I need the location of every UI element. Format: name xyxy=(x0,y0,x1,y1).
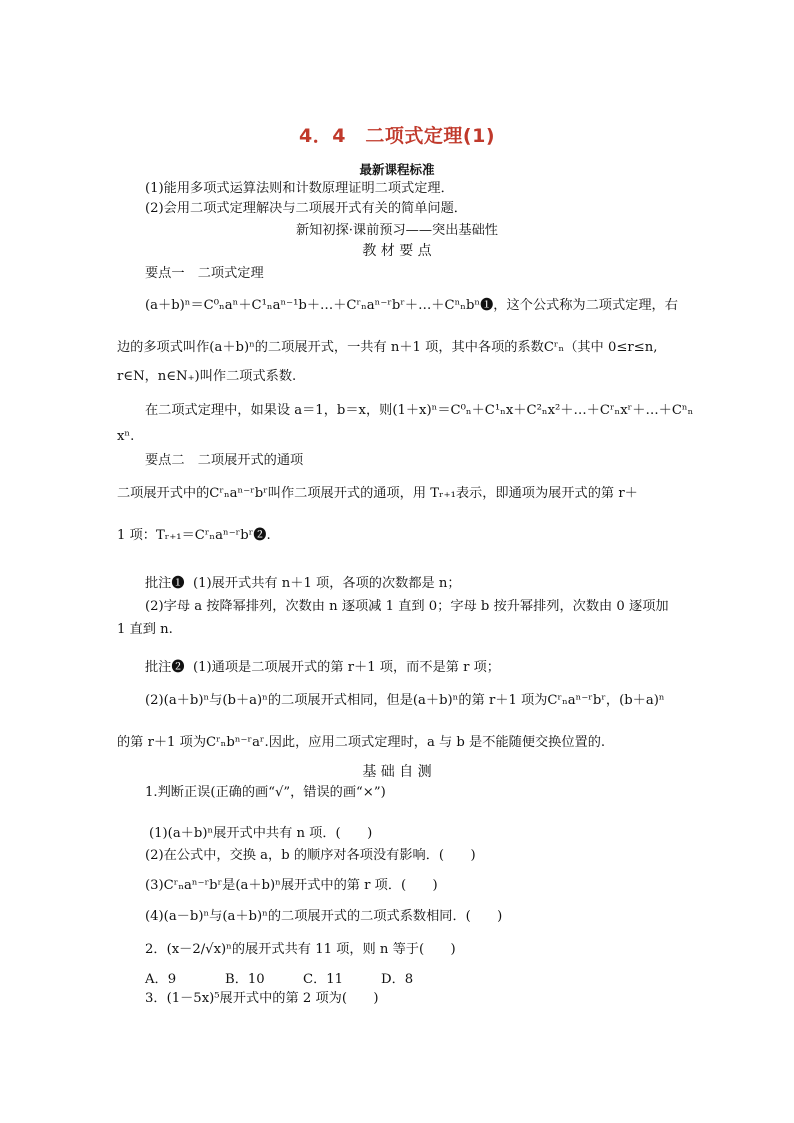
section-banner: 新知初探·课前预习——突出基础性 xyxy=(295,223,498,238)
page-title: 4．4 二项式定理(1) xyxy=(298,125,496,147)
note1-line1 xyxy=(145,575,461,593)
question-1-1: (1)(a＋b)ⁿ展开式中共有 n 项．( ) xyxy=(149,826,373,841)
point1-line3: r∈N，n∈N₊)叫作二项式系数. xyxy=(117,369,297,384)
point2-line2: 1 项：Tᵣ₊₁＝Cʳₙaⁿ⁻ʳbʳ❷. xyxy=(117,528,271,543)
standards-item-1: (1)能用多项式运算法则和计数原理证明二项式定理． xyxy=(145,181,454,196)
question-1-4: (4)(a－b)ⁿ与(a＋b)ⁿ的二项展开式的二项式系数相同．( ) xyxy=(145,909,503,924)
note1-line2: (2)字母 a 按降幂排列，次数由 n 逐项减 1 直到 0；字母 b 按升幂排列，次数由 0 逐项加 xyxy=(145,599,669,614)
standards-item-2: (2)会用二项式定理解决与二项展开式有关的简单问题． xyxy=(145,201,467,216)
note1-text1: (1)展开式共有 n＋1 项，各项的次数都是 n； xyxy=(192,576,461,591)
standards-heading: 最新课程标准 xyxy=(359,162,435,177)
option-c: C．11 xyxy=(303,972,344,987)
note2-text1: (1)通项是二项展开式的第 r＋1 项，而不是第 r 项； xyxy=(192,660,500,675)
question-1: 1.判断正误(正确的画“√”，错误的画“×”) xyxy=(145,785,386,800)
note2-line3: 的第 r＋1 项为Cʳₙbⁿ⁻ʳaʳ.因此，应用二项式定理时，a 与 b 是不能随便交换位置的. xyxy=(117,735,606,750)
textbook-points-heading: 教 材 要 点 xyxy=(362,243,432,259)
option-a: A．9 xyxy=(145,972,177,987)
point1-line2: 边的多项式叫作(a＋b)ⁿ的二项展开式，一共有 n＋1 项，其中各项的系数Cʳₙ（其中 0≤r≤n, xyxy=(117,340,658,355)
question-3: 3．(1－5x)⁵展开式中的第 2 项为( ) xyxy=(145,991,379,1006)
self-test-heading: 基 础 自 测 xyxy=(362,764,432,780)
point2-heading: 要点二 二项展开式的通项 xyxy=(145,453,304,468)
note1-label: 批注❶ xyxy=(145,576,185,591)
note1-line3: 1 直到 n. xyxy=(117,622,173,637)
note2-label: 批注❷ xyxy=(145,660,185,675)
point1-line4: 在二项式定理中，如果设 a＝1，b＝x，则(1＋x)ⁿ＝C⁰ₙ＋C¹ₙx＋C²ₙx²＋…＋Cʳₙxʳ＋…＋Cⁿₙ xyxy=(145,403,694,418)
point1-formula-line: (a＋b)ⁿ＝C⁰ₙaⁿ＋C¹ₙaⁿ⁻¹b＋…＋Cʳₙaⁿ⁻ʳbʳ＋…＋Cⁿₙbⁿ❶，这个公式称为二项式定理，右 xyxy=(145,298,678,313)
question-1-2: (2)在公式中，交换 a，b 的顺序对各项没有影响．( ) xyxy=(145,848,476,863)
option-d: D．8 xyxy=(381,972,414,987)
note2-line1 xyxy=(145,659,500,677)
question-2: 2．(x－2/√x)ⁿ的展开式共有 11 项，则 n 等于( ) xyxy=(145,942,456,957)
option-b: B．10 xyxy=(225,972,265,987)
point1-heading: 要点一 二项式定理 xyxy=(145,266,264,281)
point1-line5: xⁿ. xyxy=(117,429,135,444)
note2-line2: (2)(a＋b)ⁿ与(b＋a)ⁿ的二项展开式相同，但是(a＋b)ⁿ的第 r＋1 项为Cʳₙaⁿ⁻ʳbʳ，(b＋a)ⁿ xyxy=(145,693,665,708)
point2-line1: 二项展开式中的Cʳₙaⁿ⁻ʳbʳ叫作二项展开式的通项，用 Tᵣ₊₁表示，即通项为展开式的第 r＋ xyxy=(117,486,638,501)
question-2-options xyxy=(145,971,413,989)
question-1-3: (3)Cʳₙaⁿ⁻ʳbʳ是(a＋b)ⁿ展开式中的第 r 项．( ) xyxy=(145,878,438,893)
